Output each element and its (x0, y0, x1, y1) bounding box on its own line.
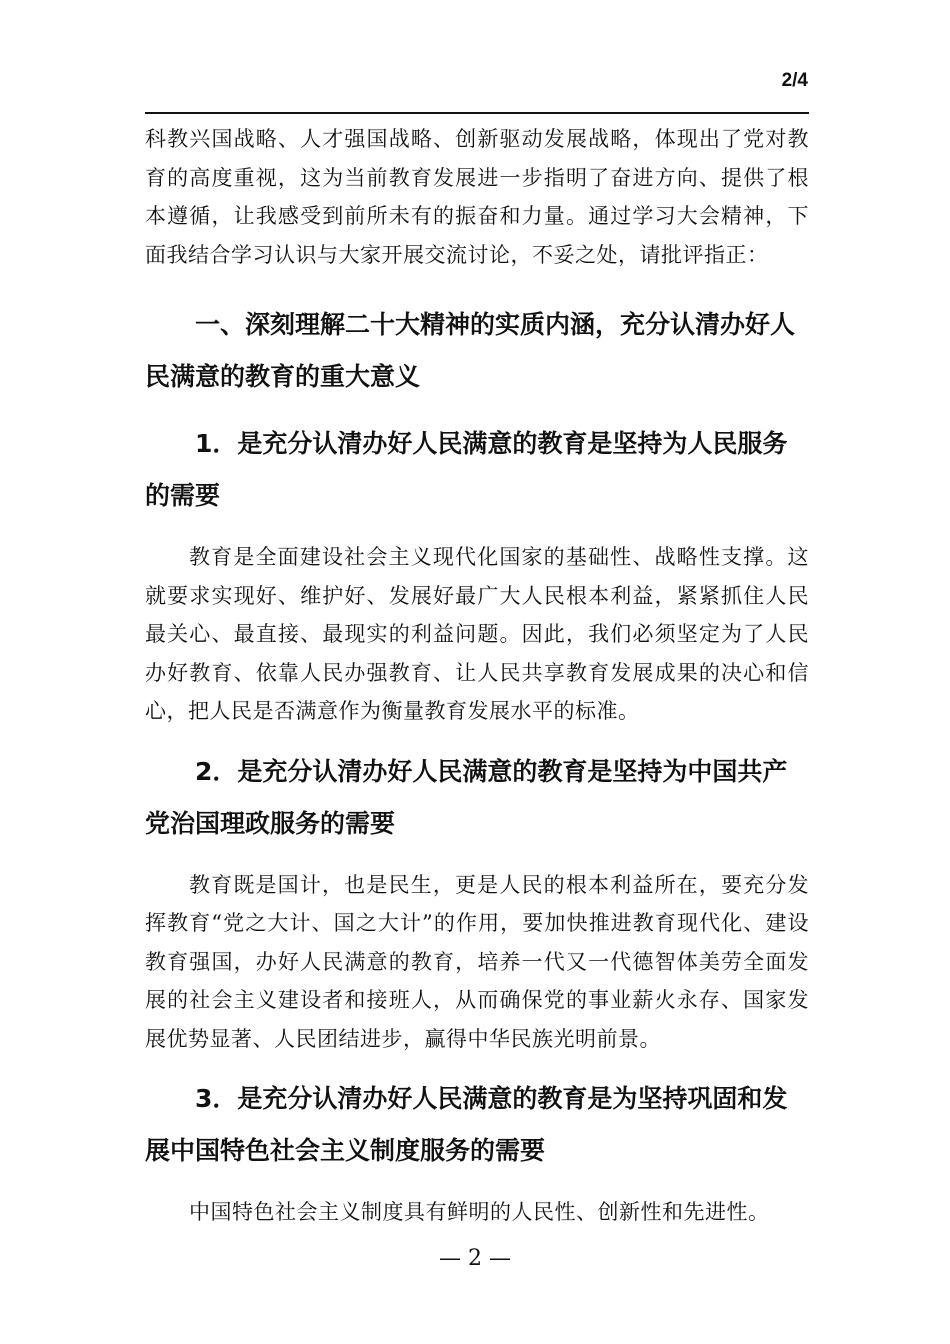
subsection-body-3: 中国特色社会主义制度具有鲜明的人民性、创新性和先进性。 (189, 1200, 770, 1224)
intro-paragraph: 科教兴国战略、人才强国战略、创新驱动发展战略，体现出了党对教育的高度重视，这为当前教育发展进一步指明了奋进方向、提供了根本遵循，让我感受到前所未有的振奋和力量。通过学习大会精神，下面我结合学习认识与大家开展交流讨论，不妥之处，请批评指正： (145, 127, 809, 267)
subsection-heading-2: 2．是充分认清办好人民满意的教育是坚持为中国共产党治国理政服务的需要 (145, 756, 788, 838)
header-rule (145, 112, 809, 114)
footer-page-number: — 2 — (439, 1246, 511, 1271)
subsection-body-2: 教育既是国计，也是民生，更是人民的根本利益所在，要充分发挥教育“党之大计、国之大计”的作用，要加快推进教育现代化、建设教育强国，办好人民满意的教育，培养一代又一代德智体美劳全面发展的社会主义建设者和接班人，从而确保党的事业薪火永存、国家发展优势显著、人民团结进步，赢得中华民族光明前景。 (145, 872, 809, 1051)
subsection-body-1: 教育是全面建设社会主义现代化国家的基础性、战略性支撑。这就要求实现好、维护好、发展好最广大人民根本利益，紧紧抓住人民最关心、最直接、最现实的利益问题。因此，我们必须坚定为了人民办好教育、依靠人民办强教育、让人民共享教育发展成果的决心和信心，把人民是否满意作为衡量教育发展水平的标准。 (145, 545, 809, 723)
subsection-heading-1: 1．是充分认清办好人民满意的教育是坚持为人民服务的需要 (145, 429, 788, 510)
subsection-heading-3: 3．是充分认清办好人民满意的教育是为坚持巩固和发展中国特色社会主义制度服务的需要 (145, 1084, 788, 1165)
document-body (145, 120, 809, 1232)
page-counter: 2/4 (781, 70, 808, 91)
section-heading-1: 一、深刻理解二十大精神的实质内涵，充分认清办好人民满意的教育的重大意义 (145, 310, 796, 391)
